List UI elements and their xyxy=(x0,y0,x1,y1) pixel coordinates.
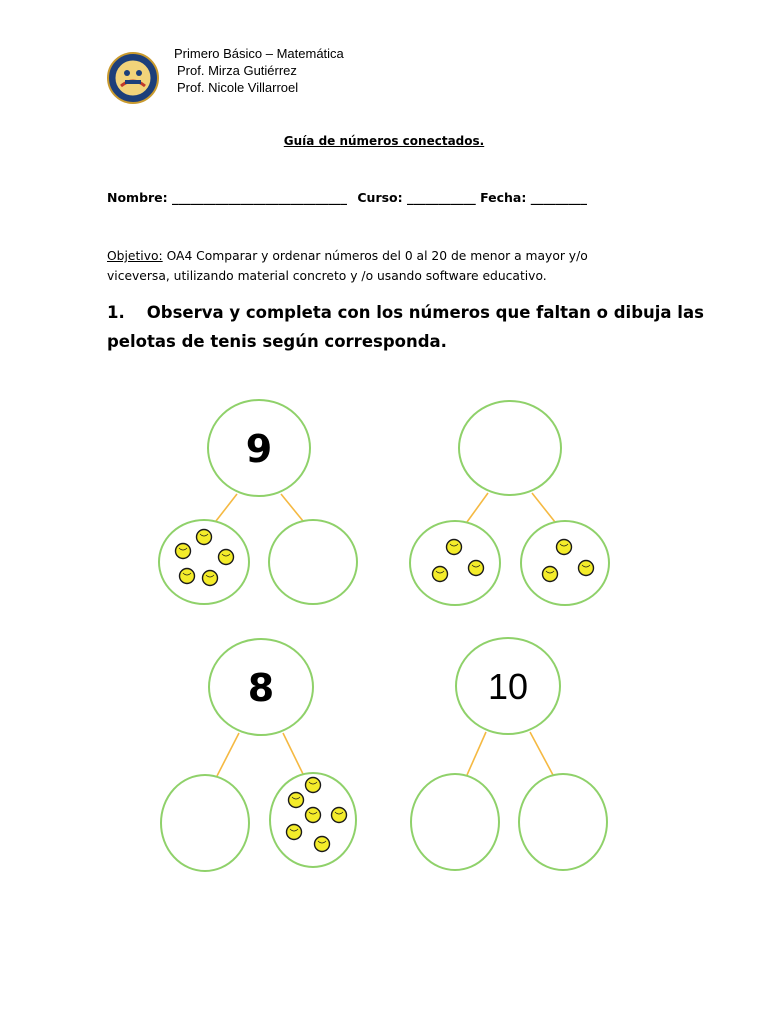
curso-field[interactable]: Curso: ___________ xyxy=(357,190,476,205)
objective-text-1: OA4 Comparar y ordenar números del 0 al 20 de menor a mayor y/o xyxy=(162,249,588,263)
left-circle xyxy=(410,521,500,605)
tennis-ball-icon xyxy=(579,561,594,576)
question-text-2: pelotas de tenis según corresponda. xyxy=(107,332,447,351)
tennis-ball-icon xyxy=(306,808,321,823)
top-number: 8 xyxy=(247,666,275,710)
tennis-ball-icon xyxy=(557,540,572,555)
connector-line xyxy=(530,732,553,775)
question-number: 1. xyxy=(107,303,125,322)
tennis-ball-icon xyxy=(543,567,558,582)
tennis-ball-icon xyxy=(306,778,321,793)
right-circle xyxy=(519,774,607,870)
objective-text-2: viceversa, utilizando material concreto y /o usando software educativo. xyxy=(107,269,547,283)
left-circle xyxy=(161,775,249,871)
connector-line xyxy=(216,494,237,521)
right-circle xyxy=(521,521,609,605)
top-circle xyxy=(459,401,561,495)
connector-line xyxy=(467,732,486,775)
question-text-1: Observa y completa con los números que faltan o dibuja las xyxy=(146,303,704,322)
fecha-field[interactable]: Fecha: _________ xyxy=(480,190,587,205)
tennis-ball-icon xyxy=(176,544,191,559)
course-label: Primero Básico – Matemática xyxy=(174,46,344,61)
tennis-ball-icon xyxy=(197,530,212,545)
connector-line xyxy=(283,733,303,774)
objective-label: Objetivo: xyxy=(107,249,163,263)
left-circle xyxy=(411,774,499,870)
connector-line xyxy=(467,493,488,522)
right-circle xyxy=(269,520,357,604)
tennis-ball-icon xyxy=(219,550,234,565)
connector-line xyxy=(281,494,303,521)
top-number: 10 xyxy=(487,666,529,707)
tennis-ball-icon xyxy=(433,567,448,582)
teacher-1: Prof. Mirza Gutiérrez xyxy=(177,63,297,78)
tennis-ball-icon xyxy=(469,561,484,576)
tennis-ball-icon xyxy=(315,837,330,852)
tennis-ball-icon xyxy=(203,571,218,586)
tennis-ball-icon xyxy=(332,808,347,823)
connector-line xyxy=(217,733,239,776)
tennis-ball-icon xyxy=(447,540,462,555)
name-field[interactable]: Nombre: ____________________________ xyxy=(107,190,348,205)
connector-line xyxy=(532,493,555,522)
worksheet-title: Guía de números conectados. xyxy=(283,134,485,148)
tennis-ball-icon xyxy=(287,825,302,840)
top-number: 9 xyxy=(245,427,273,471)
tennis-ball-icon xyxy=(180,569,195,584)
tennis-ball-icon xyxy=(289,793,304,808)
teacher-2: Prof. Nicole Villarroel xyxy=(177,80,299,95)
